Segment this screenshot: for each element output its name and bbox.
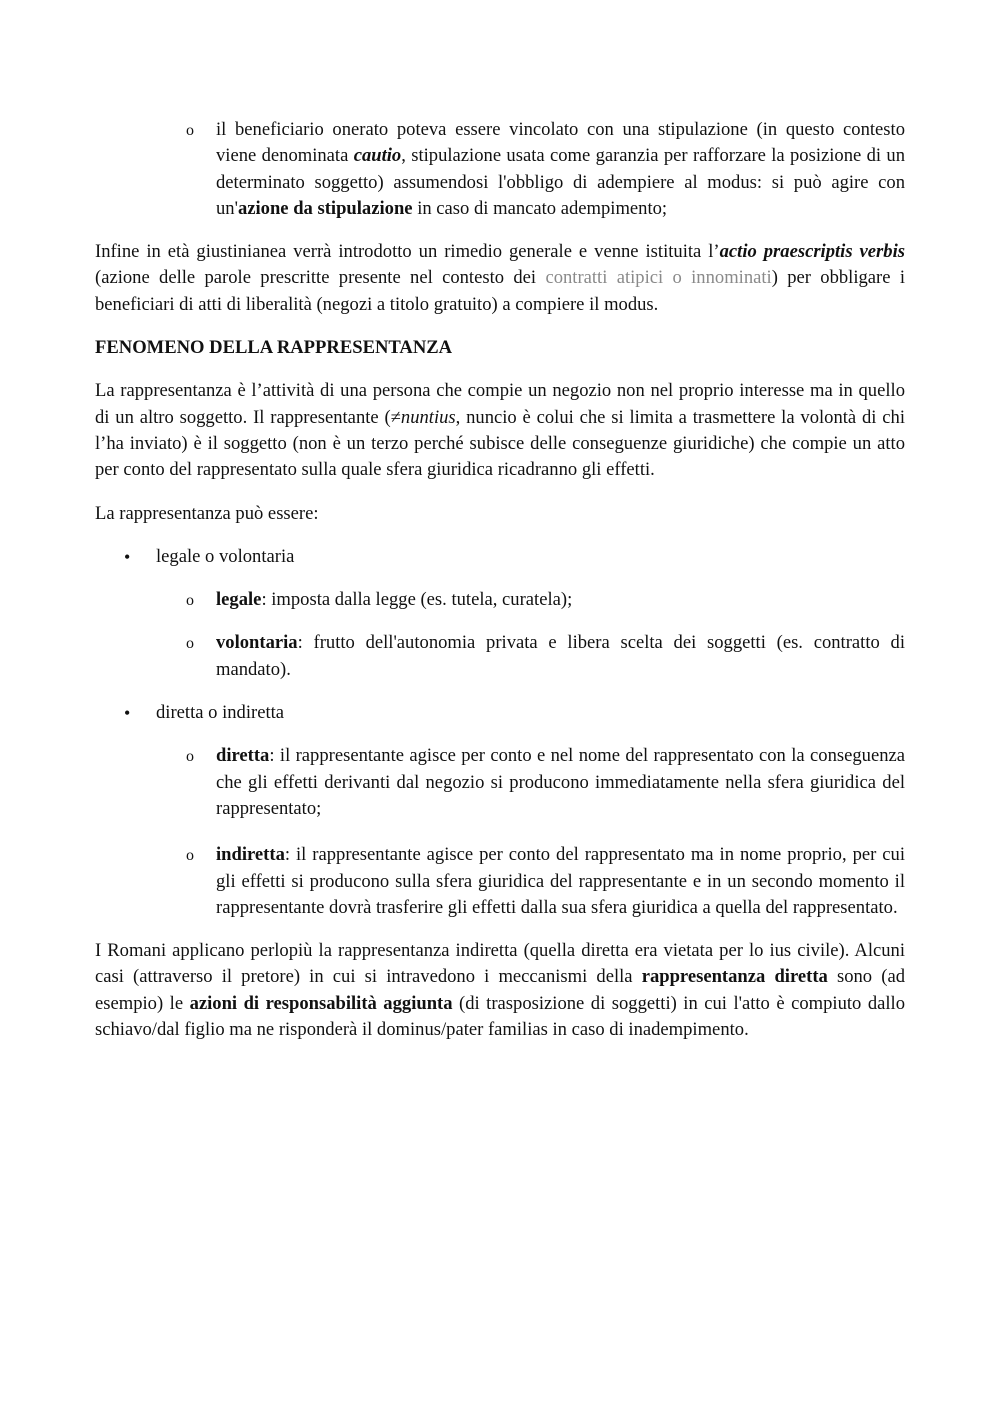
diretta-term: diretta: [216, 745, 270, 767]
list-item-volontaria: [186, 630, 905, 683]
list-item-legale: [186, 587, 905, 613]
actio-praescriptis-term: actio praescriptis verbis: [719, 241, 905, 263]
bullet-icon: •: [124, 703, 131, 724]
cautio-text-3: in caso di mancato adempimento;: [412, 197, 668, 219]
nuntius-term: nuntius: [400, 406, 456, 428]
list-item-label: diretta o indiretta: [156, 702, 285, 724]
azioni-responsabilita-term: azioni di responsabilità aggiunta: [189, 992, 453, 1014]
bullet-icon: •: [124, 546, 131, 567]
legale-term: legale: [216, 589, 262, 611]
circle-bullet-icon: o: [186, 847, 194, 865]
circle-bullet-icon: o: [186, 635, 194, 653]
infine-text-1: Infine in età giustinianea verrà introdotto un rimedio generale e venne istituita l’: [95, 241, 720, 263]
contratti-atipici-link[interactable]: contratti atipici o innominati: [545, 267, 772, 289]
cautio-text-2: , stipulazione usata come garanzia per rafforzare la posizione di un determinato soggetto) assumendosi l'obbligo di adempiere al modus: si può agire con un': [216, 145, 905, 219]
circle-bullet-icon: o: [186, 592, 194, 610]
infine-text-3: ) per obbligare i beneficiari di atti di liberalità (negozi a titolo gratuito) a compiere il modus.: [95, 267, 905, 315]
paragraph-definition: [95, 378, 905, 483]
list-item-legale-volontaria: [124, 544, 905, 570]
definition-text-1: La rappresentanza è l’attività di una persona che compie un negozio non nel proprio interesse ma in quello di un altro soggetto. Il rappresentante (: [95, 380, 905, 428]
azione-da-stipulazione-term: azione da stipulazione: [237, 197, 413, 219]
not-equal-symbol: ≠: [390, 406, 401, 428]
cautio-term: cautio: [353, 145, 402, 167]
list-item-diretta: [186, 743, 905, 822]
paragraph-infine: [95, 239, 905, 318]
paragraph-romani: [95, 938, 905, 1043]
rappresentanza-diretta-term: rappresentanza diretta: [641, 966, 828, 988]
circle-bullet-icon: o: [186, 748, 194, 766]
volontaria-term: volontaria: [216, 632, 298, 654]
romani-text-2: sono (ad esempio) le: [95, 966, 905, 1014]
volontaria-text: : frutto dell'autonomia privata e libera scelta dei soggetti (es. contratto di mandato).: [216, 632, 905, 680]
list-item-indiretta: [186, 842, 905, 921]
romani-text-1: I Romani applicano perlopiù la rappresentanza indiretta (quella diretta era vietata per lo ius civile). Alcuni casi (attraverso il pretore) in cui si intravedono i meccanismi della: [95, 940, 905, 988]
definition-text-2: , nuncio è colui che si limita a trasmettere la volontà di chi l’ha inviato) è il soggetto (non è un terzo perché subisce delle conseguenze giuridiche) che compie un atto per conto del rappresentato sulla quale sfera giuridica ricadranno gli effetti.: [95, 406, 905, 481]
document-page: [95, 117, 905, 1060]
indiretta-text: : il rappresentante agisce per conto del rappresentato ma in nome proprio, per cui gli effetti si producono sulla sfera giuridica del rappresentante e in un secondo momento il rappresentante dovrà trasferire gli effetti dalla sua sfera giuridica a quella del rappresentato.: [216, 844, 905, 918]
circle-bullet-icon: o: [186, 122, 194, 139]
cautio-text-1: il beneficiario onerato poteva essere vincolato con una stipulazione (in questo contesto viene denominata: [216, 119, 905, 167]
diretta-text: : il rappresentante agisce per conto e nel nome del rappresentato con la conseguenza che gli effetti derivanti dal negozio si producono immediatamente nella sfera giuridica del rappresentato;: [216, 745, 905, 819]
indiretta-term: indiretta: [216, 844, 285, 866]
legale-text: : imposta dalla legge (es. tutela, curatela);: [261, 589, 573, 611]
paragraph-intro: La rappresentanza può essere:: [95, 502, 319, 524]
romani-text-3: (di trasposizione di soggetti) in cui l'atto è compiuto dallo schiavo/dal figlio ma ne risponderà il dominus/pater familias in caso di inadempimento.: [95, 992, 905, 1041]
list-item-cautio: [186, 117, 905, 222]
infine-text-2: (azione delle parole prescritte presente nel contesto dei: [95, 267, 546, 289]
list-item-label: legale o volontaria: [156, 545, 295, 567]
list-item-diretta-indiretta: [124, 700, 905, 726]
section-heading: FENOMENO DELLA RAPPRESENTANZA: [95, 337, 453, 359]
